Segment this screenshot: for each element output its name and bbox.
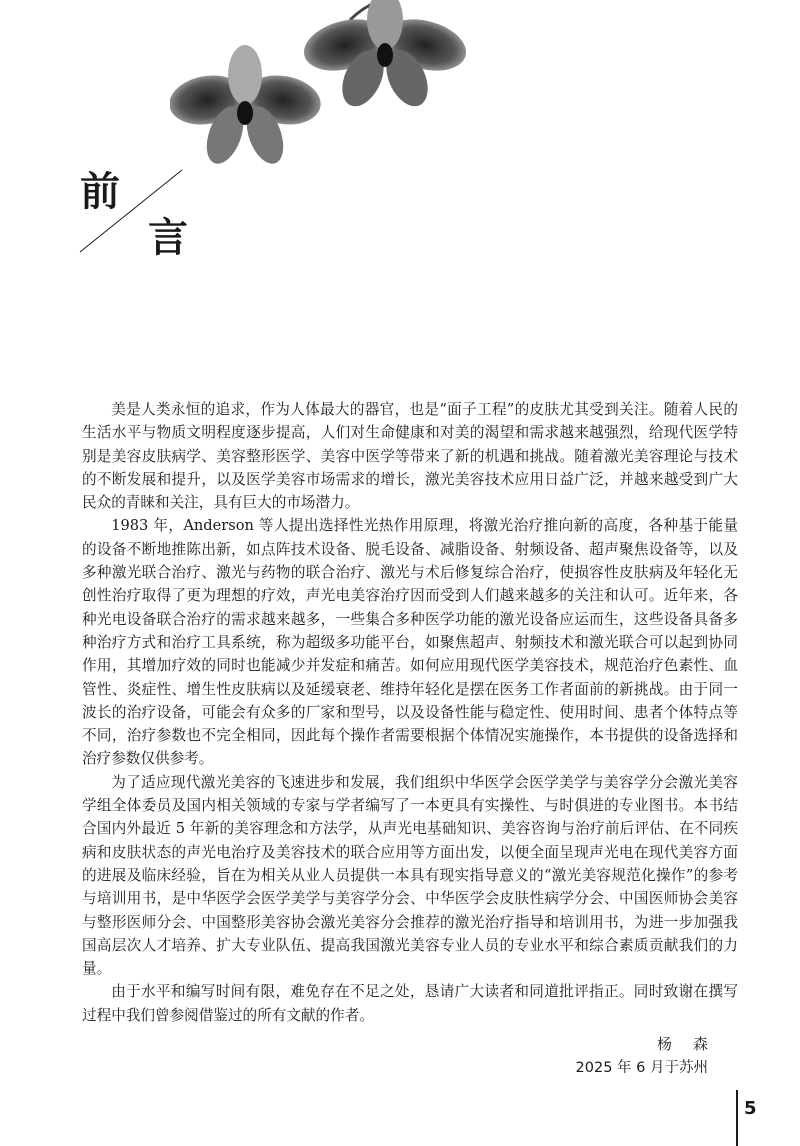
preface-body <box>82 398 738 1027</box>
heading-char-qian: 前 <box>80 169 120 215</box>
paragraph: 为了适应现代激光美容的飞速进步和发展，我们组织中华医学会医学美学与美容学分会激光美容学组全体委员及国内相关领域的专家与学者编写了一本更具有实操性、与时俱进的专业图书。本书结合国内外最近 5 年新的美容理念和方法学，从声光电基础知识、美容咨询与治疗前后评估、在不同疾病和皮肤状态的声光电治疗及美容技术的联合应用等方面出发，以便全面呈现声光电在现代美容方面的进展及临床经验，旨在为相关从业人员提供一本具有现实指导意义的“激光美容规范化操作”的参考与培训用书，是中华医学会医学美学与美容学分会、中华医学会皮肤性病学分会、中国医师协会美容与整形医师分会、中国整形美容协会激光美容分会推荐的激光治疗指导和培训用书，为进一步加强我国高层次人才培养、扩大专业队伍、提高我国激光美容专业人员的专业水平和综合素质贡献我们的力量。 <box>82 773 738 978</box>
author-name: 杨森 <box>656 1035 729 1053</box>
page-number-rule <box>736 1090 738 1146</box>
signature-date: 2025 年 6 月于苏州 <box>575 1060 708 1076</box>
orchid-illustration <box>170 0 470 200</box>
paragraph: 1983 年，Anderson 等人提出选择性光热作用原理，将激光治疗推向新的高度，各种基于能量的设备不断地推陈出新，如点阵技术设备、脱毛设备、减脂设备、射频设备、超声聚焦设备等，以及多种激光联合治疗、激光与药物的联合治疗、激光与术后修复综合治疗，使损容性皮肤病及年轻化无创性治疗取得了更为理想的疗效，声光电美容治疗因而受到人们越来越多的关注和认可。近年来，各种光电设备联合治疗的需求越来越多，一些集合多种医学功能的激光设备应运而生，这些设备具备多种治疗方式和治疗工具系统，称为超级多功能平台，如聚焦超声、射频技术和激光联合可以起到协同作用，其增加疗效的同时也能减少并发症和痛苦。如何应用现代医学美容技术，规范治疗色素性、血管性、炎症性、增生性皮肤病以及延缓衰老、维持年轻化是摆在医务工作者面前的新挑战。由于同一波长的治疗设备，可能会有众多的厂家和型号，以及设备性能与稳定性、使用时间、患者个体特点等不同，治疗参数也不完全相同，因此每个操作者需要根据个体情况实施操作，本书提供的设备选择和治疗参数仅供参考。 <box>82 517 738 768</box>
paragraph: 美是人类永恒的追求，作为人体最大的器官，也是“面子工程”的皮肤尤其受到关注。随着人民的生活水平与物质文明程度逐步提高，人们对生命健康和对美的渴望和需求越来越强烈，给现代医学特别是美容皮肤病学、美容整形医学、美容中医学等带来了新的机遇和挑战。随着激光美容理论与技术的不断发展和提升，以及医学美容市场需求的增长，激光美容技术应用日益广泛，并越来越受到广大民众的青睐和关注，具有巨大的市场潜力。 <box>82 401 738 512</box>
page-number: 5 <box>744 1098 757 1119</box>
heading-char-yan: 言 <box>148 215 188 261</box>
paragraph: 由于水平和编写时间有限，难免存在不足之处，恳请广大读者和同道批评指正。同时致谢在撰写过程中我们曾参阅借鉴过的所有文献的作者。 <box>82 983 738 1024</box>
